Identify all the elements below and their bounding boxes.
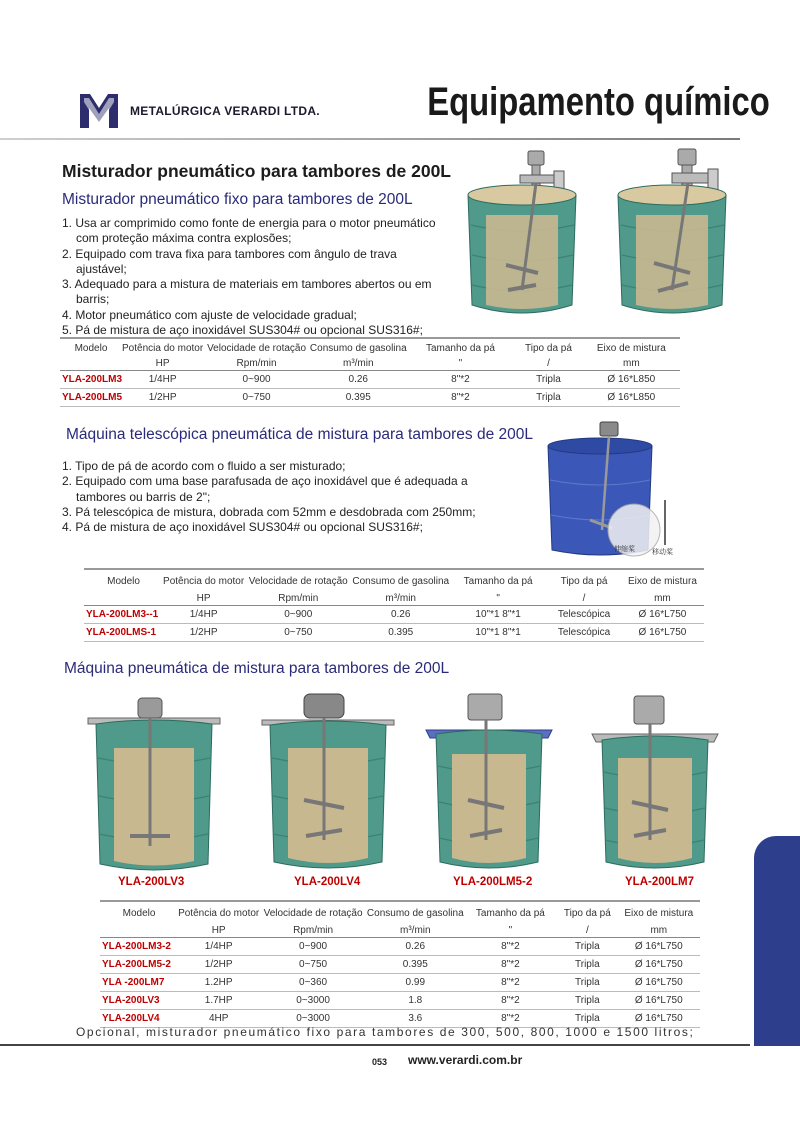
- section2-feature-list: [62, 459, 476, 535]
- column-header: Velocidade de rotação: [263, 907, 363, 919]
- list-item: 4. Pá de mistura de aço inoxidável SUS304# ou opcional SUS316#;: [62, 520, 423, 535]
- table-cell: 10"*1 8"*1: [449, 623, 547, 641]
- table-cell: 0.395: [352, 623, 449, 641]
- table-cell: 3.6: [367, 1009, 464, 1027]
- unit-cell: ": [464, 925, 557, 937]
- column-header: Tamanho da pá: [463, 575, 533, 587]
- list-item: 5. Pá de mistura de aço inoxidável SUS304# ou opcional SUS316#;: [62, 323, 423, 338]
- list-item: 1. Usa ar comprimido como fonte de energia para o motor pneumático com proteção máxima contra explosões;: [62, 216, 436, 246]
- table-cell: 1/2HP: [178, 955, 259, 973]
- table-cell: 0~3000: [259, 1009, 367, 1027]
- table-cell: 0~900: [244, 605, 352, 623]
- table-unit-row: [60, 358, 680, 370]
- table-cell: Tripla: [514, 388, 582, 406]
- table-cell: 4HP: [178, 1009, 259, 1027]
- unit-cell: Rpm/min: [259, 925, 367, 937]
- table-cell: 0~3000: [259, 991, 367, 1009]
- verardi-logo-icon: [78, 90, 120, 132]
- unit-cell: ": [407, 358, 515, 370]
- table-row: [60, 370, 680, 388]
- table-cell: 0~360: [259, 973, 367, 991]
- drum-image-lv4: [258, 690, 398, 876]
- column-header: Potência do motor: [122, 342, 204, 354]
- table-unit-row: [84, 593, 704, 605]
- table-cell: 0.26: [310, 370, 407, 388]
- model-cell: YLA-200LV4: [100, 1009, 178, 1027]
- table-row: [84, 623, 704, 641]
- section3-subheading: Máquina pneumática de mistura para tambores de 200L: [64, 660, 450, 677]
- table-cell: Tripla: [514, 370, 582, 388]
- table-header-row: [100, 901, 700, 925]
- column-header: Modelo: [107, 575, 140, 587]
- table-cell: 0~750: [259, 955, 367, 973]
- column-header: Eixo de mistura: [596, 342, 666, 354]
- drum-image-lm7: [590, 690, 720, 876]
- unit-cell: mm: [618, 925, 700, 937]
- section1-feature-list: [62, 216, 436, 338]
- spec-table-3: [100, 900, 700, 1028]
- section-heading: Misturador pneumático para tambores de 200L: [62, 161, 451, 181]
- table-cell: 1/2HP: [122, 388, 203, 406]
- table-cell: 8"*2: [464, 1009, 557, 1027]
- unit-cell: mm: [621, 593, 704, 605]
- fixed-mixer-drum-image: [458, 145, 586, 320]
- table-cell: Ø 16*L850: [583, 370, 680, 388]
- unit-cell: Rpm/min: [203, 358, 310, 370]
- list-item: 4. Motor pneumático com ajuste de velocidade gradual;: [62, 307, 357, 322]
- column-header: Potência do motor: [178, 907, 260, 919]
- spec-table-2: [84, 568, 704, 642]
- table-cell: Tripla: [557, 973, 617, 991]
- table-cell: 0~750: [203, 388, 310, 406]
- table-cell: 8"*2: [464, 955, 557, 973]
- table-cell: 8"*2: [464, 937, 557, 955]
- list-item: 2. Equipado com uma base parafusada de aço inoxidável que é adequada a tambores ou barris de 2";: [62, 474, 468, 504]
- column-header: Velocidade de rotação: [207, 342, 307, 354]
- table-cell: 10"*1 8"*1: [449, 605, 547, 623]
- table-unit-row: [100, 925, 700, 937]
- header-divider: [0, 138, 740, 140]
- list-item: 2. Equipado com trava fixa para tambores com ângulo de trava ajustável;: [62, 246, 397, 276]
- product-caption: YLA-200LM5-2: [453, 876, 533, 888]
- table-cell: 1/2HP: [163, 623, 244, 641]
- company-name: METALÚRGICA VERARDI LTDA.: [130, 104, 320, 118]
- drum-image-lm5-2: [424, 690, 554, 876]
- unit-cell: [100, 925, 178, 937]
- table-cell: 8"*2: [464, 973, 557, 991]
- column-header: Modelo: [74, 342, 108, 354]
- table-cell: Ø 16*L750: [621, 605, 704, 623]
- telescopic-mixer-image: [540, 420, 680, 560]
- column-header: Tamanho da pá: [425, 342, 495, 354]
- unit-cell: /: [514, 358, 582, 370]
- table-cell: 0~750: [244, 623, 352, 641]
- table-cell: 0.395: [310, 388, 407, 406]
- table-cell: Ø 16*L750: [618, 937, 700, 955]
- table-cell: 0.26: [367, 937, 464, 955]
- list-item: 1. Tipo de pá de acordo com o fluido a ser misturado;: [62, 459, 346, 473]
- table-cell: 0.99: [367, 973, 464, 991]
- unit-cell: /: [557, 925, 617, 937]
- table-cell: Tripla: [557, 955, 617, 973]
- image-label: 移动桨: [652, 548, 673, 556]
- unit-cell: Rpm/min: [244, 593, 352, 605]
- unit-cell: m³/min: [367, 925, 464, 937]
- optional-note: Opcional, misturador pneumático fixo para tambores de 300, 500, 800, 1000 e 1500 litros;: [76, 1025, 695, 1039]
- product-caption: YLA-200LM7: [625, 876, 695, 888]
- table-cell: 1/4HP: [163, 605, 244, 623]
- list-item: 3. Pá telescópica de mistura, dobrada com 52mm e desdobrada com 250mm;: [62, 504, 476, 519]
- product-caption: YLA-200LV4: [294, 876, 361, 888]
- table-row: [84, 605, 704, 623]
- table-row: [100, 991, 700, 1009]
- table-row: [100, 955, 700, 973]
- table-cell: Ø 16*L750: [621, 623, 704, 641]
- table-header-row: [84, 569, 704, 593]
- spec-table-1: [60, 337, 680, 407]
- table-cell: Tripla: [557, 1009, 617, 1027]
- table-cell: Ø 16*L750: [618, 1009, 700, 1027]
- table-cell: Telescópica: [547, 623, 621, 641]
- unit-cell: mm: [583, 358, 680, 370]
- unit-cell: [84, 593, 163, 605]
- model-cell: YLA-200LV3: [100, 991, 178, 1009]
- table-cell: 1.8: [367, 991, 464, 1009]
- table-header-row: [60, 338, 680, 358]
- unit-cell: m³/min: [310, 358, 407, 370]
- column-header: Consumo de gasolina: [309, 342, 407, 354]
- table-cell: Ø 16*L750: [618, 973, 700, 991]
- table-cell: Ø 16*L750: [618, 991, 700, 1009]
- table-cell: 8"*2: [407, 388, 515, 406]
- column-header: Consumo de gasolina: [366, 907, 464, 919]
- table-row: [100, 973, 700, 991]
- product-caption: YLA-200LV3: [118, 876, 185, 888]
- model-cell: YLA -200LM7: [100, 973, 178, 991]
- column-header: Tamanho da pá: [475, 907, 545, 919]
- drum-image-lv3: [84, 696, 224, 876]
- column-header: Consumo de gasolina: [352, 575, 450, 587]
- table-cell: 0.395: [367, 955, 464, 973]
- website-url: www.verardi.com.br: [408, 1053, 523, 1067]
- column-header: Velocidade de rotação: [248, 575, 348, 587]
- table-cell: 1/4HP: [122, 370, 203, 388]
- model-cell: YLA-200LM5-2: [100, 955, 178, 973]
- table-cell: Tripla: [557, 991, 617, 1009]
- table-cell: 0~900: [259, 937, 367, 955]
- unit-cell: /: [547, 593, 621, 605]
- table-cell: 1.7HP: [178, 991, 259, 1009]
- page-title: Equipamento químico: [427, 80, 770, 124]
- column-header: Tipo da pá: [560, 575, 608, 587]
- model-cell: YLA-200LM3-2: [100, 937, 178, 955]
- column-header: Tipo da pá: [525, 342, 572, 354]
- unit-cell: [60, 358, 122, 370]
- side-tab: [754, 836, 800, 1046]
- table-row: [100, 937, 700, 955]
- table-cell: Telescópica: [547, 605, 621, 623]
- table-cell: 0.26: [352, 605, 449, 623]
- footer-divider: [0, 1044, 750, 1046]
- page-number: 053: [372, 1057, 388, 1067]
- table-cell: Ø 16*L850: [583, 388, 680, 406]
- table-cell: 8"*2: [464, 991, 557, 1009]
- column-header: Eixo de mistura: [624, 907, 694, 919]
- table-cell: 1/4HP: [178, 937, 259, 955]
- list-item: 3. Adequado para a mistura de materiais em tambores abertos ou em barris;: [62, 277, 432, 307]
- table-row: [60, 388, 680, 406]
- unit-cell: HP: [178, 925, 259, 937]
- column-header: Eixo de mistura: [627, 575, 697, 587]
- unit-cell: m³/min: [352, 593, 449, 605]
- column-header: Tipo da pá: [563, 907, 611, 919]
- model-cell: YLA-200LMS-1: [84, 623, 163, 641]
- section2-subheading: Máquina telescópica pneumática de mistura para tambores de 200L: [66, 426, 533, 443]
- company-logo: [78, 90, 320, 132]
- table-cell: Ø 16*L750: [618, 955, 700, 973]
- image-label: 伸缩桨: [614, 545, 635, 553]
- fixed-mixer-drum-image-2: [608, 145, 736, 320]
- column-header: Modelo: [122, 907, 156, 919]
- unit-cell: HP: [122, 358, 203, 370]
- unit-cell: ": [449, 593, 547, 605]
- model-cell: YLA-200LM5: [60, 388, 122, 406]
- section1-subheading: Misturador pneumático fixo para tambores de 200L: [62, 191, 413, 208]
- table-cell: 8"*2: [407, 370, 515, 388]
- model-cell: YLA-200LM3: [60, 370, 122, 388]
- unit-cell: HP: [163, 593, 244, 605]
- table-cell: Tripla: [557, 937, 617, 955]
- table-cell: 0~900: [203, 370, 310, 388]
- column-header: Potência do motor: [163, 575, 245, 587]
- table-cell: 1.2HP: [178, 973, 259, 991]
- model-cell: YLA-200LM3--1: [84, 605, 163, 623]
